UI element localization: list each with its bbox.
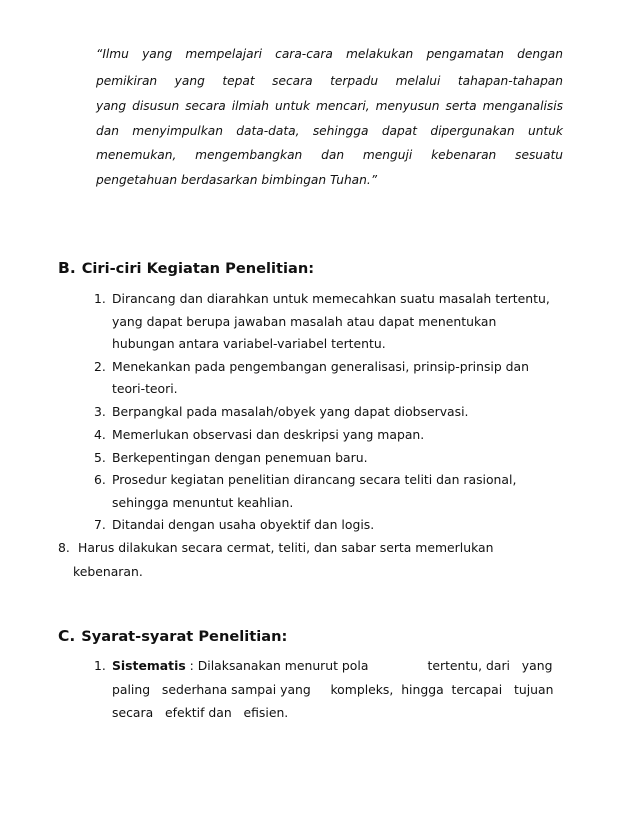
list-item-text: paling sederhana sampai yang kompleks, hingga tercapai tujuan [112, 682, 554, 697]
list-item-text: yang dapat berupa jawaban masalah atau dapat menentukan [112, 314, 497, 329]
list-item-number: 3. [94, 404, 106, 419]
list-item-text: Ditandai dengan usaha obyektif dan logis. [112, 517, 375, 532]
term-description: : Dilaksanakan menurut pola tertentu, dari yang [185, 658, 553, 673]
section-b-heading [58, 258, 314, 279]
list-item-text: Berpangkal pada masalah/obyek yang dapat diobservasi. [112, 404, 469, 419]
quote-line: dan menyimpulkan data-data, sehingga dapat dipergunakan untuk [96, 124, 563, 138]
list-item-text: Memerlukan observasi dan deskripsi yang mapan. [112, 427, 425, 442]
list-item-number: 2. [94, 359, 106, 374]
list-item-text: Dirancang dan diarahkan untuk memecahkan suatu masalah tertentu, [112, 291, 550, 306]
list-item-number: 6. [94, 472, 106, 487]
quote-line: yang disusun secara ilmiah untuk mencari, menyusun serta menganalisis [96, 99, 563, 113]
quote-line: “Ilmu yang mempelajari cara-cara melakukan pengamatan dengan [96, 47, 563, 61]
list-item-number: 1. [94, 291, 106, 306]
list-item-text: secara efektif dan efisien. [112, 705, 289, 720]
list-item-text: Prosedur kegiatan penelitian dirancang secara teliti dan rasional, [112, 472, 517, 487]
section-title: Syarat-syarat Penelitian: [81, 628, 288, 645]
list-item-number: 7. [94, 517, 106, 532]
list-item-text: teori-teori. [112, 381, 178, 396]
list-item-text: hubungan antara variabel-variabel tertentu. [112, 336, 386, 351]
section-letter: B. [58, 259, 76, 277]
list-item-text: Harus dilakukan secara cermat, teliti, dan sabar serta memerlukan [78, 540, 494, 555]
list-item-text: Berkepentingan dengan penemuan baru. [112, 450, 368, 465]
quote-line: pemikiran yang tepat secara terpadu melalui tahapan-tahapan [96, 74, 563, 88]
quote-line: menemukan, mengembangkan dan menguji kebenaran sesuatu [96, 148, 563, 162]
list-item-text: kebenaran. [73, 564, 143, 579]
section-letter: C. [58, 627, 76, 645]
list-item-text [112, 657, 552, 675]
list-item-text: sehingga menuntut keahlian. [112, 495, 294, 510]
term-label: Sistematis [112, 658, 186, 673]
section-title: Ciri-ciri Kegiatan Penelitian: [81, 260, 315, 277]
section-c-heading [58, 626, 287, 647]
quote-line: pengetahuan berdasarkan bimbingan Tuhan.” [96, 173, 378, 187]
list-item-number: 5. [94, 450, 106, 465]
list-item-number: 1. [94, 658, 106, 673]
list-item-number: 4. [94, 427, 106, 442]
list-item-text: Menekankan pada pengembangan generalisasi, prinsip-prinsip dan [112, 359, 529, 374]
list-item-number: 8. [58, 540, 70, 555]
